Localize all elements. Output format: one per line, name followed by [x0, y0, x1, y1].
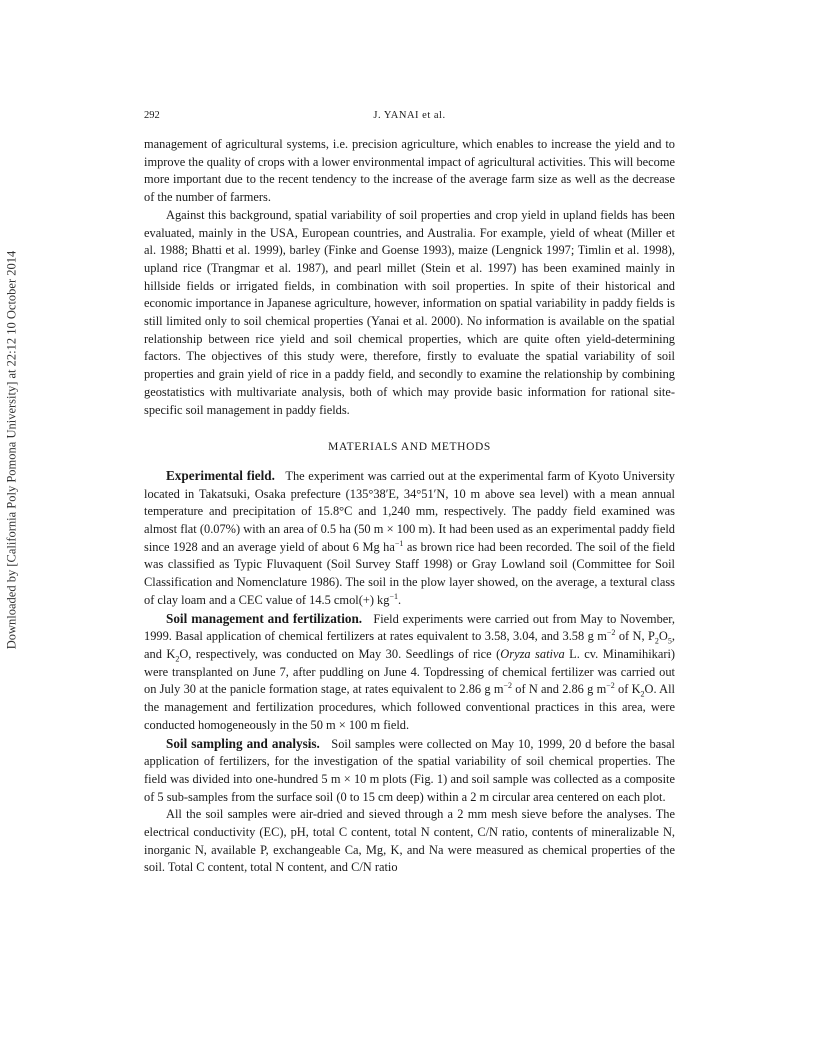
subscript: 2	[654, 636, 659, 646]
paragraph-intro-continued: management of agricultural systems, i.e. precision agriculture, which enables to increase the yield and to improve the quality of crops with a lower environmental impact of agricultural activities. This will become more important due to the recent tendency to the increase of the average farm size as well as the decrease of the number of farmers.	[144, 137, 675, 205]
text-segment: of K	[614, 682, 641, 697]
text-segment: Field experiments were carried out from May to November, 1999. Basal application of chemical fertilizers at rates equivalent to 3.58, 3.04, and 3.58 g m	[144, 611, 675, 644]
paragraph-analysis: All the soil samples were air-dried and sieved through a 2 mm mesh sieve before the analyses. The electrical conductivity (EC), pH, total C content, total N content, C/N ratio, contents of mineralizable N, inorganic N, available P, exchangeable Ca, Mg, K, and Na were measured as chemical properties of the soil. Total C content, total N content, and C/N ratio	[144, 807, 675, 875]
text-segment: Soil samples were collected on May 10, 1999, 20 d before the basal application of fertilizers, for the investigation of the spatial variability of soil chemical properties. The field was divided into one-hundred 5 m × 10 m plots (Fig. 1) and soil sample was collected as a composite of 5 sub-samples from the surface soil (0 to 15 cm deep) within a 2 m circular area centered on each plot.	[144, 736, 675, 804]
text-segment: O. All the management and fertilization procedures, which followed conventional practices in this area, were conducted homogeneously in the 50 m × 100 m field.	[144, 682, 676, 732]
italic-species-name: Oryza sativa	[500, 646, 565, 661]
article-body	[144, 136, 675, 877]
text-segment: , and K	[144, 629, 675, 661]
subscript: 2	[175, 654, 180, 664]
superscript: −2	[606, 628, 616, 638]
subheading-soil-management: Soil management and fertilization.	[166, 610, 363, 626]
superscript: −2	[606, 681, 615, 691]
text-segment: O	[658, 629, 668, 644]
text-segment: of N, P	[615, 629, 655, 644]
text-segment: .	[397, 592, 402, 607]
subheading-soil-sampling: Soil sampling and analysis.	[166, 735, 320, 751]
download-watermark	[3, 180, 21, 720]
paragraph-soil-management	[144, 610, 675, 735]
superscript: −1	[389, 591, 398, 601]
superscript: −1	[394, 538, 404, 548]
text-segment: O, respectively, was conducted on May 30. Seedlings of rice (	[179, 646, 501, 661]
superscript: −2	[503, 681, 512, 691]
text-segment: The experiment was carried out at the experimental farm of Kyoto University located in Takatsuki, Osaka prefecture (135°38′E, 34°51′N, 10 m above sea level) with a mean annual temperature and precipitation of 15.8°C and 1,240 mm, respectively. The paddy field examined was almost flat (0.07%) with an area of 0.5 ha (50 m × 100 m). It had been used as an experimental paddy field since 1928 and an average yield of about 6 Mg ha	[144, 468, 675, 554]
subscript: 2	[640, 689, 645, 699]
text-segment: as brown rice had been recorded. The soil of the field was classified as Typic Fluvaquent (Soil Survey Staff 1998) or Gray Lowland soil (Committee for Soil Classification and Nomenclature 1986). The soil in the plow layer showed, on the average, a textural class of clay loam and a CEC value of 14.5 cmol(+) kg	[144, 539, 676, 607]
text-segment: L. cv. Minamihikari) were transplanted on June 7, after puddling on June 4. Topdressing of chemical fertilizer was carried out on July 30 at the panicle formation stage, at rates equivalent to 2.86 g m	[144, 646, 676, 697]
paragraph-soil-sampling	[144, 735, 675, 807]
subheading-experimental-field: Experimental field.	[166, 467, 275, 483]
page-header	[144, 110, 675, 126]
paragraph-background: Against this background, spatial variability of soil properties and crop yield in upland fields has been evaluated, mainly in the USA, European countries, and Australia. For example, yield of wheat (Miller et al. 1988; Bhatti et al. 1999), barley (Finke and Goense 1993), maize (Lengnick 1997; Timlin et al. 1998), upland rice (Trangmar et al. 1987), and pearl millet (Stein et al. 1997) has been examined mainly in hillside fields or irrigated fields, in combination with soil properties. In spite of their historical and economic importance in Japanese agriculture, however, information on spatial variability in paddy fields is still limited only to soil chemical properties (Yanai et al. 2000). No information is available on the spatial relationship between rice yield and soil chemical properties, which are quite often yield-determining factors. The objectives of this study were, therefore, firstly to evaluate the spatial variability of soil properties and grain yield of rice in a paddy field, and secondly to examine the relationship by combining geostatistics with multivariate analysis, both of which may provide basic information for rational site-specific soil management in paddy fields.	[144, 207, 675, 417]
subscript: 5	[667, 636, 672, 646]
text-segment: of N and 2.86 g m	[511, 682, 607, 697]
page-number: 292	[144, 110, 160, 121]
download-watermark-text: Downloaded by [California Poly Pomona University] at 22:12 10 October 2014	[4, 250, 19, 650]
paragraph-experimental-field	[144, 467, 675, 610]
section-heading: MATERIALS AND METHODS	[328, 441, 491, 454]
running-head: J. YANAI et al.	[373, 110, 446, 121]
